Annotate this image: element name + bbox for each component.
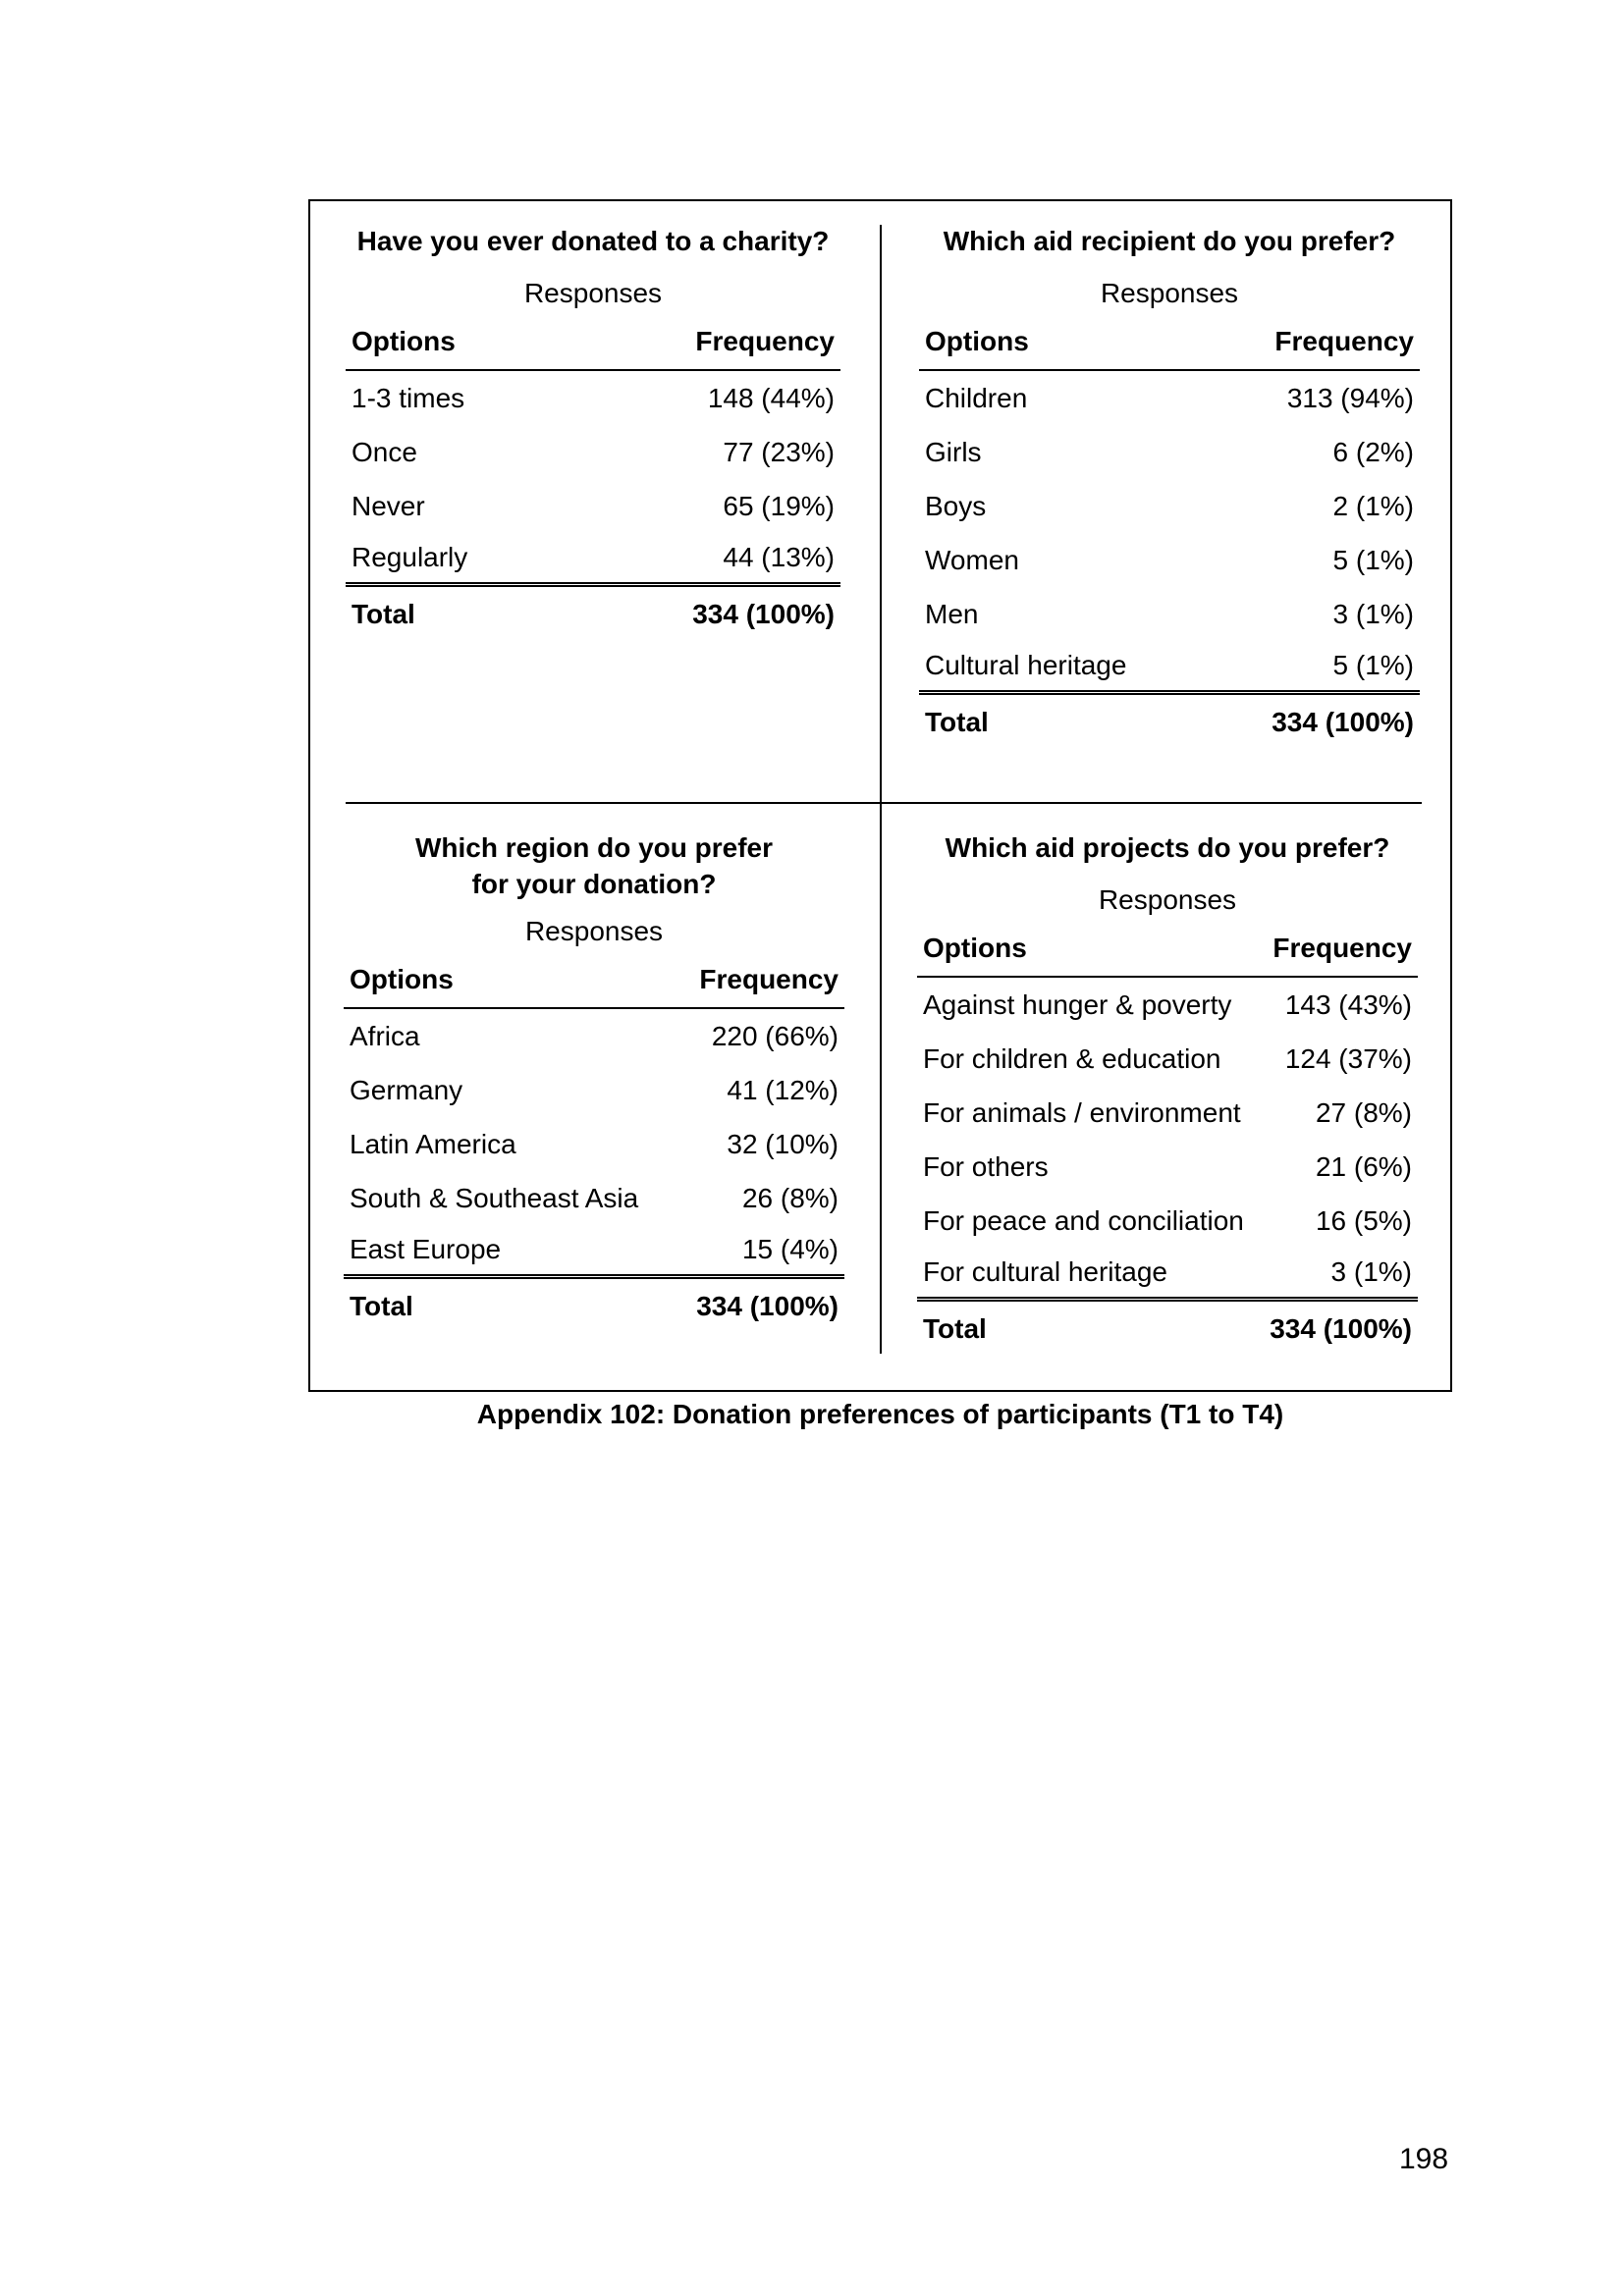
- table-subtitle: Responses: [524, 916, 664, 946]
- horizontal-divider: [346, 802, 1422, 804]
- table-row: [917, 1032, 1418, 1086]
- frequency-header: Frequency: [1274, 325, 1414, 356]
- frequency-cell: 220 (66%): [711, 1020, 839, 1051]
- option-cell: For children & education: [923, 1042, 1221, 1074]
- table-total-row: [919, 695, 1420, 749]
- frequency-cell: 143 (43%): [1284, 988, 1412, 1020]
- frequency-cell: 65 (19%): [723, 490, 835, 521]
- table-header-row: [917, 920, 1418, 978]
- table-row: [917, 1086, 1418, 1140]
- frequency-cell: 5 (1%): [1332, 544, 1414, 575]
- option-cell: Regularly: [352, 542, 468, 572]
- table-subtitle: Responses: [1098, 884, 1237, 915]
- table-subtitle: Responses: [523, 278, 663, 308]
- total-label: Total: [925, 706, 989, 737]
- frequency-cell: 3 (1%): [1330, 1256, 1412, 1287]
- frequency-cell: 26 (8%): [741, 1182, 839, 1213]
- option-cell: Against hunger & poverty: [923, 988, 1232, 1020]
- table-row: [919, 371, 1420, 425]
- total-value: 334 (100%): [692, 598, 835, 629]
- frequency-header: Frequency: [699, 963, 839, 994]
- total-value: 334 (100%): [1272, 706, 1414, 737]
- option-cell: 1-3 times: [352, 382, 465, 413]
- frequency-cell: 21 (6%): [1315, 1150, 1412, 1182]
- table-row: [919, 479, 1420, 533]
- option-cell: For cultural heritage: [923, 1256, 1168, 1287]
- options-header: Options: [925, 325, 1029, 356]
- option-cell: Boys: [925, 490, 987, 521]
- table-row: [919, 641, 1420, 695]
- table-total-row: [346, 587, 840, 641]
- option-cell: For others: [923, 1150, 1049, 1182]
- table-row: [344, 1225, 844, 1279]
- frequency-cell: 16 (5%): [1315, 1204, 1412, 1236]
- options-header: Options: [350, 963, 454, 994]
- table-row: [346, 533, 840, 587]
- frequency-cell: 15 (4%): [741, 1234, 839, 1264]
- table-title: Which aid recipient do you prefer?: [943, 226, 1396, 256]
- frequency-header: Frequency: [1272, 932, 1412, 963]
- table-row: [917, 978, 1418, 1032]
- table-row: [346, 371, 840, 425]
- option-cell: Children: [925, 382, 1028, 413]
- total-label: Total: [352, 598, 415, 629]
- option-cell: East Europe: [350, 1234, 502, 1264]
- option-cell: Girls: [925, 436, 982, 467]
- table-row: [919, 425, 1420, 479]
- table-aid-projects: [917, 829, 1418, 1356]
- frequency-cell: 44 (13%): [723, 542, 835, 572]
- table-row: [919, 533, 1420, 587]
- total-value: 334 (100%): [1270, 1312, 1412, 1344]
- page-number: 198: [1399, 2143, 1449, 2175]
- table-header-row: [346, 313, 840, 371]
- frequency-header: Frequency: [695, 325, 835, 356]
- table-row: [917, 1248, 1418, 1302]
- options-header: Options: [352, 325, 456, 356]
- option-cell: South & Southeast Asia: [350, 1182, 639, 1213]
- frequency-cell: 77 (23%): [723, 436, 835, 467]
- table-row: [344, 1063, 844, 1117]
- frequency-cell: 148 (44%): [707, 382, 835, 413]
- table-row: [344, 1171, 844, 1225]
- frequency-cell: 41 (12%): [727, 1074, 839, 1105]
- option-cell: For animals / environment: [923, 1096, 1241, 1128]
- table-title: Which aid projects do you prefer?: [945, 832, 1390, 863]
- table-title: Have you ever donated to a charity?: [356, 226, 830, 256]
- frequency-cell: 32 (10%): [727, 1128, 839, 1159]
- figure-caption: Appendix 102: Donation preferences of participants (T1 to T4): [476, 1399, 1284, 1429]
- table-row: [346, 479, 840, 533]
- table-row: [919, 587, 1420, 641]
- table-row: [346, 425, 840, 479]
- table-row: [917, 1194, 1418, 1248]
- tables-frame: [308, 199, 1452, 1392]
- frequency-cell: 313 (94%): [1286, 382, 1414, 413]
- frequency-cell: 5 (1%): [1332, 650, 1414, 680]
- vertical-divider: [880, 225, 882, 1354]
- frequency-cell: 2 (1%): [1332, 490, 1414, 521]
- table-aid-recipient: [919, 223, 1420, 749]
- table-title-line2: for your donation?: [471, 869, 717, 899]
- option-cell: Cultural heritage: [925, 650, 1127, 680]
- table-region: [344, 829, 844, 1333]
- frequency-cell: 27 (8%): [1315, 1096, 1412, 1128]
- table-row: [917, 1140, 1418, 1194]
- option-cell: For peace and conciliation: [923, 1204, 1244, 1236]
- table-subtitle: Responses: [1100, 278, 1239, 308]
- total-value: 334 (100%): [696, 1290, 839, 1321]
- table-row: [344, 1117, 844, 1171]
- table-donated-charity: [346, 223, 840, 641]
- option-cell: Germany: [350, 1074, 463, 1105]
- table-row: [344, 1009, 844, 1063]
- table-header-row: [344, 951, 844, 1009]
- option-cell: Africa: [350, 1020, 420, 1051]
- table-total-row: [917, 1302, 1418, 1356]
- table-header-row: [919, 313, 1420, 371]
- option-cell: Women: [925, 544, 1019, 575]
- total-label: Total: [350, 1290, 413, 1321]
- option-cell: Latin America: [350, 1128, 516, 1159]
- table-total-row: [344, 1279, 844, 1333]
- option-cell: Once: [352, 436, 417, 467]
- options-header: Options: [923, 932, 1027, 963]
- frequency-cell: 124 (37%): [1284, 1042, 1412, 1074]
- frequency-cell: 6 (2%): [1332, 436, 1414, 467]
- option-cell: Men: [925, 598, 979, 629]
- option-cell: Never: [352, 490, 425, 521]
- table-title-line1: Which region do you prefer: [414, 832, 773, 863]
- frequency-cell: 3 (1%): [1332, 598, 1414, 629]
- total-label: Total: [923, 1312, 987, 1344]
